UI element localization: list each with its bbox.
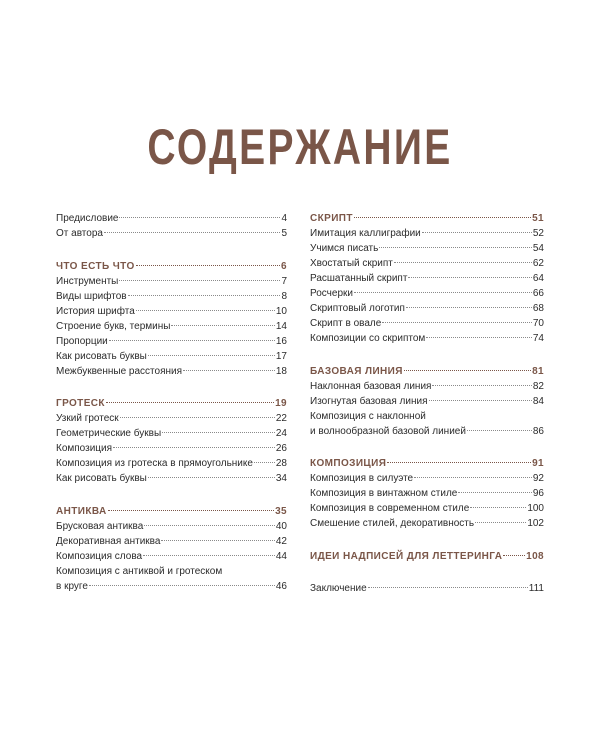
toc-entry-line2[interactable] bbox=[310, 424, 544, 439]
toc-entry-label: От автора bbox=[56, 228, 103, 239]
toc-entry-line1[interactable] bbox=[56, 564, 287, 579]
toc-leader bbox=[148, 355, 275, 356]
toc-entry[interactable] bbox=[310, 331, 544, 346]
toc-entry-page: 24 bbox=[275, 428, 287, 439]
toc-entry-label: Изогнутая базовая линия bbox=[310, 395, 428, 407]
toc-entry-page: 7 bbox=[281, 275, 287, 287]
toc-leader bbox=[106, 402, 274, 403]
toc-left-column bbox=[56, 211, 287, 611]
toc-entry-label: Предисловие bbox=[56, 213, 119, 224]
toc-entry-label: Геометрические буквы bbox=[56, 428, 162, 439]
toc-entry[interactable] bbox=[56, 441, 287, 456]
toc-leader bbox=[432, 385, 531, 386]
toc-entry-page: 111 bbox=[528, 583, 544, 594]
toc-entry-page: 17 bbox=[275, 350, 287, 362]
toc-section-header[interactable] bbox=[310, 211, 544, 226]
toc-entry-page: 68 bbox=[532, 303, 544, 314]
toc-entry-page: 84 bbox=[532, 395, 544, 407]
toc-leader bbox=[354, 292, 532, 293]
toc-leader bbox=[254, 462, 275, 463]
toc-section-antikva bbox=[56, 504, 287, 594]
toc-entry[interactable] bbox=[56, 349, 287, 364]
toc-entry-label: Учимся писать bbox=[310, 243, 379, 254]
toc-entry[interactable] bbox=[56, 519, 287, 534]
toc-entry-label: Межбуквенные расстояния bbox=[56, 365, 183, 377]
toc-entry[interactable] bbox=[56, 471, 287, 486]
toc-entry-page: 96 bbox=[532, 488, 544, 499]
toc-header-label: ЧТО ЕСТЬ ЧТО bbox=[56, 260, 135, 272]
toc-entry-page: 44 bbox=[275, 550, 287, 562]
toc-leader bbox=[161, 540, 274, 541]
toc-leader bbox=[368, 587, 528, 588]
toc-entry-label: Декоративная антиква bbox=[56, 535, 161, 547]
toc-entry-page: 92 bbox=[532, 473, 544, 484]
toc-entry-label: Композиция в винтажном стиле bbox=[310, 488, 458, 499]
toc-entry-line1[interactable] bbox=[310, 409, 544, 424]
toc-entry-page: 54 bbox=[532, 243, 544, 254]
toc-header-label: ИДЕИ НАДПИСЕЙ ДЛЯ ЛЕТТЕРИНГА bbox=[310, 550, 503, 562]
toc-entry-page: 28 bbox=[275, 458, 287, 469]
toc-entry[interactable] bbox=[56, 319, 287, 334]
toc-header-page: 35 bbox=[275, 505, 287, 517]
toc-entry-page: 86 bbox=[532, 425, 544, 437]
toc-entry-page: 4 bbox=[281, 213, 287, 224]
toc-entry-label: Композиция с антиквой и гротеском bbox=[56, 565, 223, 577]
toc-entry-page: 34 bbox=[275, 473, 287, 484]
toc-leader bbox=[162, 432, 275, 433]
toc-entry-page: 8 bbox=[281, 290, 287, 302]
toc-leader bbox=[143, 555, 275, 556]
toc-entry[interactable] bbox=[56, 456, 287, 471]
toc-leader bbox=[119, 280, 280, 281]
toc-entry-label: Композиция с наклонной bbox=[310, 410, 426, 422]
toc-entry-page: 42 bbox=[275, 535, 287, 547]
toc-entry-label: Композиции со скриптом bbox=[310, 333, 426, 344]
toc-entry-label: Наклонная базовая линия bbox=[310, 380, 432, 392]
toc-entry-label: История шрифта bbox=[56, 305, 135, 317]
toc-leader bbox=[128, 295, 281, 296]
toc-entry-page: 74 bbox=[532, 333, 544, 344]
toc-entry[interactable] bbox=[56, 289, 287, 304]
toc-leader bbox=[429, 400, 532, 401]
toc-right-column bbox=[310, 211, 544, 614]
toc-entry-page: 14 bbox=[275, 320, 287, 332]
toc-entry-label: Росчерки bbox=[310, 288, 353, 299]
toc-entry[interactable] bbox=[56, 304, 287, 319]
toc-entry-label: Виды шрифтов bbox=[56, 290, 127, 302]
toc-entry[interactable] bbox=[56, 549, 287, 564]
toc-entry-page: 64 bbox=[532, 273, 544, 284]
toc-entry-page: 102 bbox=[527, 518, 544, 529]
toc-entry-label: Как рисовать буквы bbox=[56, 350, 147, 362]
toc-entry-label: Композиция из гротеска в прямоугольнике bbox=[56, 458, 253, 469]
toc-section-header[interactable] bbox=[310, 456, 544, 471]
toc-entry-label: в круге bbox=[56, 580, 88, 592]
toc-entry[interactable] bbox=[310, 316, 544, 331]
toc-entry[interactable] bbox=[310, 471, 544, 486]
toc-entry[interactable] bbox=[310, 226, 544, 241]
toc-entry-label: Брусковая антиква bbox=[56, 520, 144, 532]
toc-section-intro bbox=[56, 211, 287, 241]
toc-entry-page: 66 bbox=[532, 288, 544, 299]
toc-leader bbox=[387, 462, 531, 463]
toc-leader bbox=[382, 322, 532, 323]
toc-header-page: 108 bbox=[526, 550, 544, 562]
toc-header-page: 6 bbox=[281, 260, 287, 272]
toc-entry[interactable] bbox=[310, 286, 544, 301]
toc-leader bbox=[406, 307, 532, 308]
toc-entry-label: Композиция в силуэте bbox=[310, 473, 414, 484]
toc-entry-line2[interactable] bbox=[56, 579, 287, 594]
toc-entry-page: 22 bbox=[275, 413, 287, 424]
toc-entry-page: 40 bbox=[275, 520, 287, 532]
toc-entry-label: Композиция в современном стиле bbox=[310, 503, 470, 514]
toc-entry-label: Строение букв, термины bbox=[56, 320, 171, 332]
toc-section-outro bbox=[310, 581, 544, 596]
toc-entry[interactable] bbox=[310, 241, 544, 256]
toc-leader bbox=[422, 232, 532, 233]
toc-entry-page: 5 bbox=[281, 228, 287, 239]
toc-leader bbox=[119, 217, 280, 218]
toc-leader bbox=[475, 522, 526, 523]
toc-leader bbox=[183, 370, 275, 371]
toc-section-header[interactable] bbox=[56, 396, 287, 411]
toc-section-header[interactable] bbox=[310, 364, 544, 379]
toc-entry-label: Заключение bbox=[310, 583, 367, 594]
toc-entry-label: Инструменты bbox=[56, 275, 119, 287]
toc-entry-label: Имитация каллиграфии bbox=[310, 228, 421, 239]
toc-leader bbox=[503, 555, 525, 556]
toc-leader bbox=[404, 370, 531, 371]
toc-entry[interactable] bbox=[310, 301, 544, 316]
page-title: СОДЕРЖАНИЕ bbox=[147, 119, 453, 175]
toc-section-header[interactable] bbox=[56, 504, 287, 519]
toc-entry[interactable] bbox=[310, 256, 544, 271]
toc-entry-label: Узкий гротеск bbox=[56, 413, 119, 424]
toc-leader bbox=[408, 277, 531, 278]
toc-entry-label: Скриптовый логотип bbox=[310, 303, 405, 314]
toc-header-label: БАЗОВАЯ ЛИНИЯ bbox=[310, 365, 403, 377]
toc-entry[interactable] bbox=[310, 271, 544, 286]
toc-header-label: КОМПОЗИЦИЯ bbox=[310, 458, 387, 469]
toc-entry-label: и волнообразной базовой линией bbox=[310, 425, 466, 437]
toc-entry[interactable] bbox=[56, 364, 287, 379]
toc-entry-label: Расшатанный скрипт bbox=[310, 273, 408, 284]
toc-entry-page: 46 bbox=[275, 580, 287, 592]
toc-section-grotesk bbox=[56, 396, 287, 486]
toc-leader bbox=[354, 217, 531, 218]
toc-leader bbox=[470, 507, 526, 508]
toc-entry[interactable] bbox=[310, 516, 544, 531]
toc-entry-page: 100 bbox=[527, 503, 544, 514]
toc-entry[interactable] bbox=[56, 426, 287, 441]
toc-entry-label: Композиция bbox=[56, 443, 113, 454]
toc-leader bbox=[108, 510, 274, 511]
toc-entry-label: Как рисовать буквы bbox=[56, 473, 147, 484]
toc-leader bbox=[89, 585, 275, 586]
toc-entry-page: 52 bbox=[532, 228, 544, 239]
toc-entry-page: 26 bbox=[275, 443, 287, 454]
toc-entry[interactable] bbox=[310, 501, 544, 516]
toc-entry-page: 82 bbox=[532, 380, 544, 392]
toc-header-page: 91 bbox=[532, 458, 544, 469]
toc-entry[interactable] bbox=[310, 486, 544, 501]
toc-section-idei bbox=[310, 549, 544, 564]
toc-entry[interactable] bbox=[56, 274, 287, 289]
toc-leader bbox=[148, 477, 275, 478]
toc-entry-label: Скрипт в овале bbox=[310, 318, 382, 329]
toc-header-page: 19 bbox=[275, 398, 287, 409]
toc-header-label: СКРИПТ bbox=[310, 213, 353, 224]
toc-header-label: АНТИКВА bbox=[56, 505, 107, 517]
toc-section-kompoziciya bbox=[310, 456, 544, 531]
toc-entry-page: 16 bbox=[275, 335, 287, 347]
toc-leader bbox=[426, 337, 532, 338]
toc-leader bbox=[120, 417, 275, 418]
toc-leader bbox=[379, 247, 532, 248]
toc-leader bbox=[458, 492, 532, 493]
toc-section-header[interactable] bbox=[56, 259, 287, 274]
toc-leader bbox=[136, 310, 275, 311]
toc-entry[interactable] bbox=[56, 334, 287, 349]
toc-entry[interactable] bbox=[310, 379, 544, 394]
toc-leader bbox=[414, 477, 532, 478]
toc-entry[interactable] bbox=[56, 411, 287, 426]
toc-leader bbox=[171, 325, 274, 326]
toc-section-bazovaya-liniya bbox=[310, 364, 544, 439]
toc-entry[interactable] bbox=[310, 581, 544, 596]
toc-entry[interactable] bbox=[310, 394, 544, 409]
toc-leader bbox=[136, 265, 280, 266]
toc-section-header[interactable] bbox=[310, 549, 544, 564]
toc-header-page: 81 bbox=[532, 365, 544, 377]
toc-section-chto-est-chto bbox=[56, 259, 287, 379]
toc-entry-page: 18 bbox=[275, 365, 287, 377]
toc-entry-label: Пропорции bbox=[56, 335, 108, 347]
toc-section-skript bbox=[310, 211, 544, 346]
toc-leader bbox=[467, 430, 532, 431]
toc-leader bbox=[394, 262, 532, 263]
toc-entry-page: 10 bbox=[275, 305, 287, 317]
toc-entry[interactable] bbox=[56, 226, 287, 241]
toc-header-label: ГРОТЕСК bbox=[56, 398, 105, 409]
toc-entry[interactable] bbox=[56, 211, 287, 226]
toc-leader bbox=[144, 525, 275, 526]
toc-entry-label: Хвостатый скрипт bbox=[310, 258, 393, 269]
toc-entry-label: Смешение стилей, декоративность bbox=[310, 518, 475, 529]
toc-entry-page: 70 bbox=[532, 318, 544, 329]
toc-entry-label: Композиция слова bbox=[56, 550, 143, 562]
toc-leader bbox=[113, 447, 275, 448]
toc-entry[interactable] bbox=[56, 534, 287, 549]
toc-leader bbox=[109, 340, 275, 341]
toc-leader bbox=[104, 232, 280, 233]
toc-entry-page: 62 bbox=[532, 258, 544, 269]
toc-header-page: 51 bbox=[532, 213, 544, 224]
